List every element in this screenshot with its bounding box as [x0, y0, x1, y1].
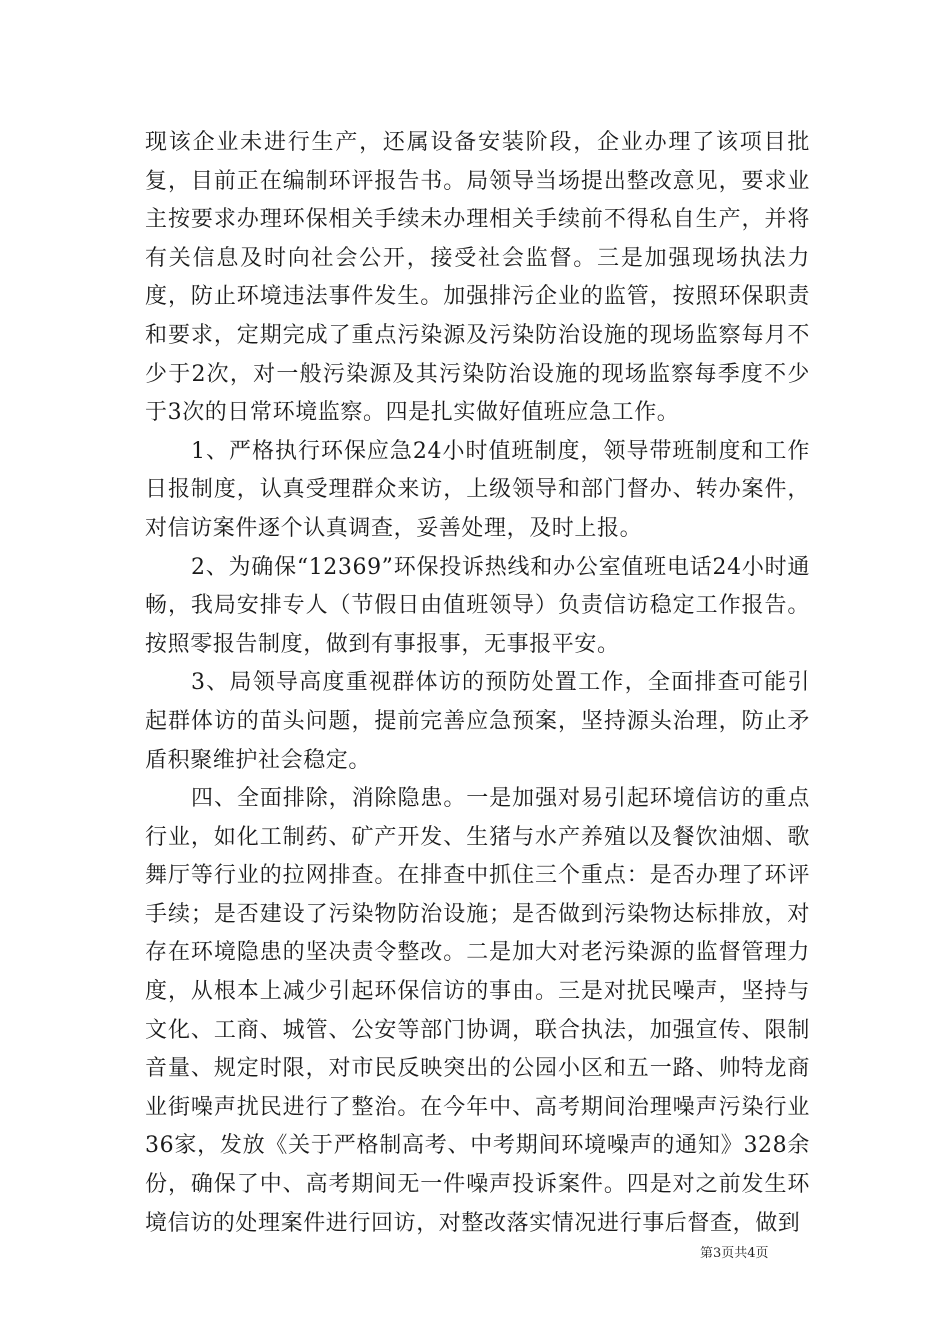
- paragraph-1: 现该企业未进行生产，还属设备安装阶段，企业办理了该项目批复，目前正在编制环评报告书。局领导当场提出整改意见，要求业主按要求办理环保相关手续未办理相关手续前不得私自生产，并将有关信息及时向社会公开，接受社会监督。三是加强现场执法力度，防止环境违法事件发生。加强排污企业的监管，按照环保职责和要求，定期完成了重点污染源及污染防治设施的现场监察每月不少于2次，对一般污染源及其污染防治设施的现场监察每季度不少于3次的日常环境监察。四是扎实做好值班应急工作。: [145, 130, 810, 426]
- paragraph-5: 四、全面排除，消除隐患。一是加强对易引起环境信访的重点行业，如化工制药、矿产开发、生猪与水产养殖以及餐饮油烟、歌舞厅等行业的拉网排查。在排查中抓住三个重点：是否办理了环评手续；是否建设了污染物防治设施；是否做到污染物达标排放，对存在环境隐患的坚决责令整改。二是加大对老污染源的监督管理力度，从根本上减少引起环保信访的事由。三是对扰民噪声，坚持与文化、工商、城管、公安等部门协调，联合执法，加强宣传、限制音量、规定时限，对市民反映突出的公园小区和五一路、帅特龙商业街噪声扰民进行了整治。在今年中、高考期间治理噪声污染行业36家，发放《关于严格制高考、中考期间环境噪声的通知》328余份，确保了中、高考期间无一件噪声投诉案件。四是对之前发生环境信访的处理案件进行回访，对整改落实情况进行事后督查，做到: [145, 786, 810, 1236]
- page-number-label: 第3页共4页: [700, 1246, 769, 1261]
- paragraph-2: 1、严格执行环保应急24小时值班制度，领导带班制度和工作日报制度，认真受理群众来访，上级领导和部门督办、转办案件，对信访案件逐个认真调查，妥善处理，及时上报。: [145, 438, 810, 541]
- page-number-footer: [700, 1246, 820, 1262]
- paragraph-3: 2、为确保“12369”环保投诉热线和办公室值班电话24小时通畅，我局安排专人（节假日由值班领导）负责信访稳定工作报告。按照零报告制度，做到有事报事，无事报平安。: [145, 554, 810, 657]
- paragraph-4: 3、局领导高度重视群体访的预防处置工作，全面排查可能引起群体访的苗头问题，提前完善应急预案，坚持源头治理，防止矛盾积聚维护社会稳定。: [145, 670, 810, 773]
- document-body: [145, 124, 810, 1243]
